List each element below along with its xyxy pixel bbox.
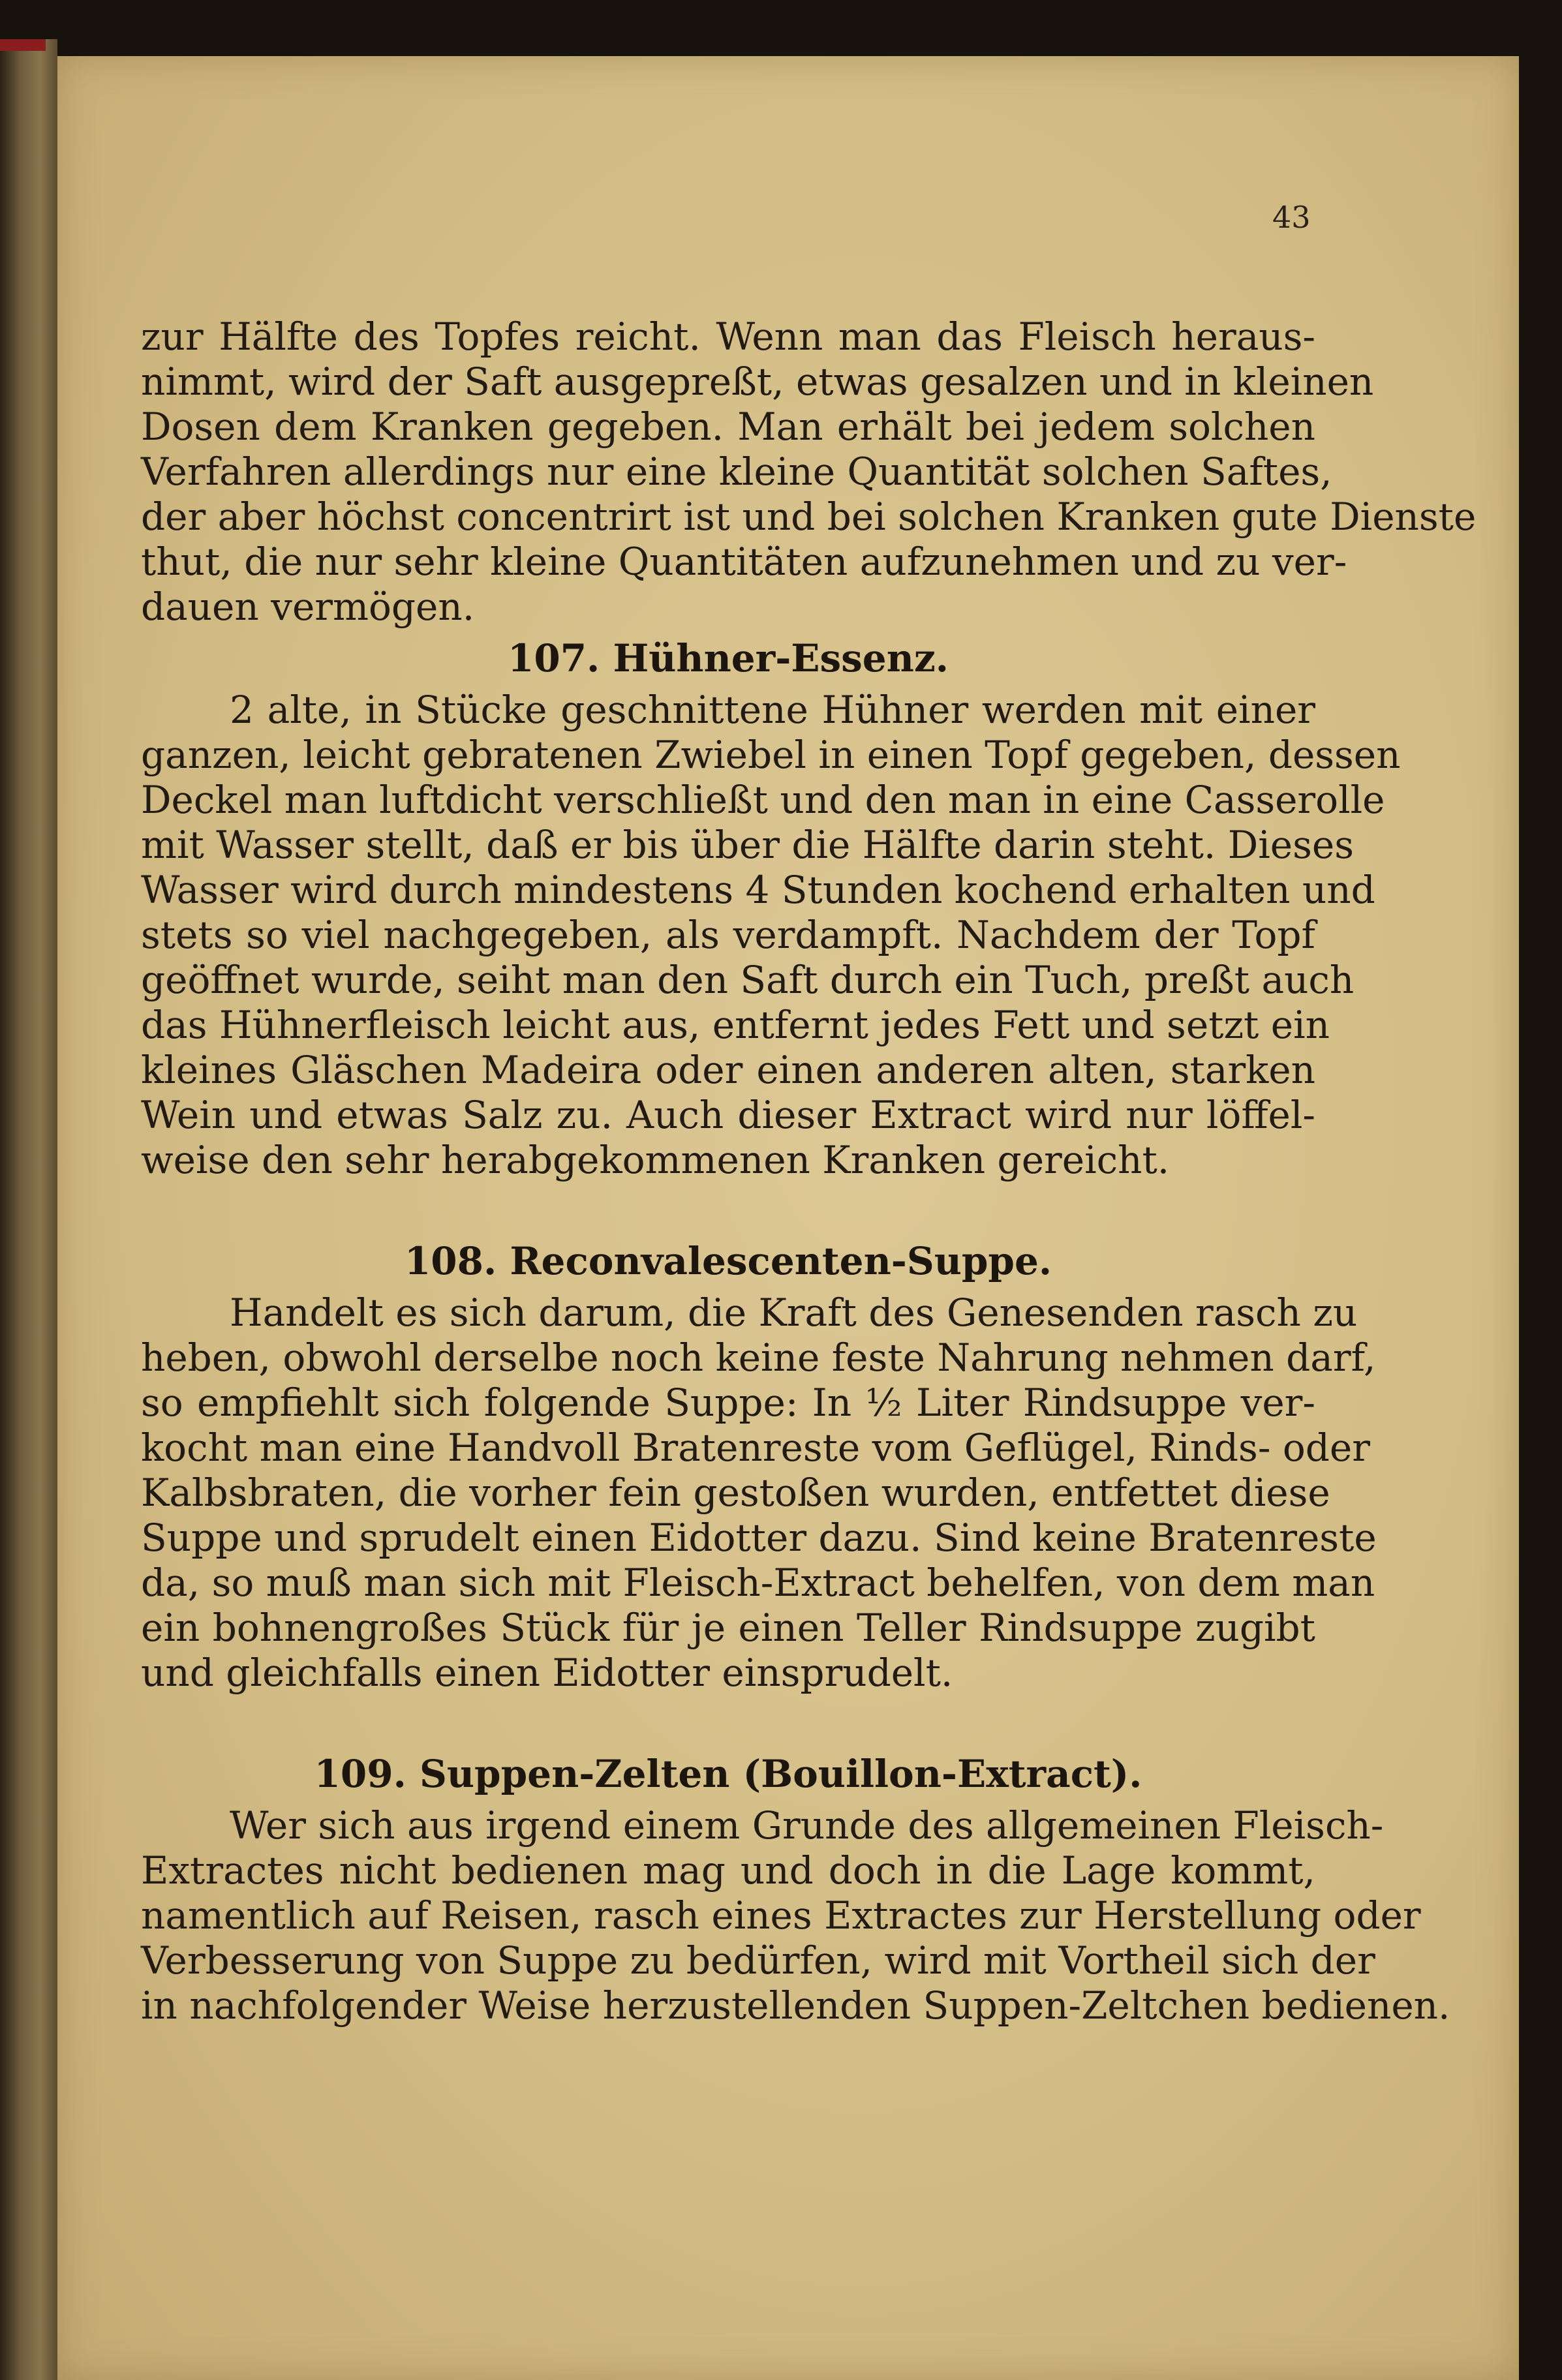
text-line: kocht man eine Handvoll Bratenreste vom Geflügel, Rinds- oder — [141, 1426, 1370, 1470]
text-line: heben, obwohl derselbe noch keine feste Nahrung nehmen darf, — [141, 1335, 1376, 1380]
text-line: da, so muß man sich mit Fleisch-Extract behelfen, von dem man — [141, 1561, 1375, 1605]
text-line: zur Hälfte des Topfes reicht. Wenn man das Fleisch heraus- — [141, 314, 1315, 359]
text-line: stets so viel nachgegeben, als verdampft. Nachdem der Topf — [141, 913, 1315, 957]
recipe-heading-109: 109. Suppen-Zelten (Bouillon-Extract). — [314, 1752, 1142, 1796]
page-number: 43 — [1272, 200, 1311, 235]
book-spine — [0, 39, 57, 2380]
text-line: Suppe und sprudelt einen Eidotter dazu. Sind keine Bratenreste — [141, 1516, 1377, 1560]
intro-paragraph — [141, 314, 1477, 630]
text-line: ein bohnengroßes Stück für je einen Teller Rindsuppe zugibt — [141, 1606, 1315, 1650]
recipe-109-paragraph — [141, 1803, 1450, 2028]
page-sheet — [57, 56, 1519, 2380]
text-line: mit Wasser stellt, daß er bis über die Hälfte darin steht. Dieses — [141, 823, 1354, 867]
text-line: Extractes nicht bedienen mag und doch in die Lage kommt, — [141, 1848, 1315, 1893]
text-line: Wein und etwas Salz zu. Auch dieser Extract wird nur löffel- — [141, 1093, 1315, 1137]
text-line: nimmt, wird der Saft ausgepreßt, etwas gesalzen und in kleinen — [141, 359, 1374, 404]
text-line: Verbesserung von Suppe zu bedürfen, wird mit Vortheil sich der — [141, 1938, 1375, 1983]
text-line: Handelt es sich darum, die Kraft des Genesenden rasch zu — [230, 1290, 1358, 1335]
text-line: Deckel man luftdicht verschließt und den man in eine Casserolle — [141, 778, 1385, 822]
recipe-heading-108: 108. Reconvalescenten-Suppe. — [404, 1239, 1052, 1283]
text-line: der aber höchst concentrirt ist und bei solchen Kranken gute Dienste — [141, 495, 1477, 539]
text-line: namentlich auf Reisen, rasch eines Extractes zur Herstellung oder — [141, 1893, 1421, 1938]
recipe-107-paragraph — [141, 688, 1401, 1183]
text-line: das Hühnerfleisch leicht aus, entfernt jedes Fett und setzt ein — [141, 1003, 1330, 1047]
text-line: Kalbsbraten, die vorher fein gestoßen wurden, entfettet diese — [141, 1471, 1330, 1515]
text-line: 2 alte, in Stücke geschnittene Hühner werden mit einer — [230, 688, 1315, 732]
text-line: in nachfolgender Weise herzustellenden Suppen-Zeltchen bedienen. — [141, 1983, 1450, 2028]
recipe-108-paragraph — [141, 1290, 1377, 1696]
text-line: dauen vermögen. — [141, 585, 475, 629]
text-line: Wer sich aus irgend einem Grunde des allgemeinen Fleisch- — [230, 1803, 1384, 1848]
text-line: Dosen dem Kranken gegeben. Man erhält bei jedem solchen — [141, 404, 1315, 449]
text-line: weise den sehr herabgekommenen Kranken gereicht. — [141, 1138, 1170, 1182]
bookmark-ribbon — [0, 39, 46, 51]
text-line: geöffnet wurde, seiht man den Saft durch ein Tuch, preßt auch — [141, 958, 1355, 1002]
text-line: thut, die nur sehr kleine Quantitäten aufzunehmen und zu ver- — [141, 540, 1347, 584]
text-line: so empfiehlt sich folgende Suppe: In ½ Liter Rindsuppe ver- — [141, 1381, 1315, 1425]
text-column — [141, 314, 1477, 2028]
text-line: Verfahren allerdings nur eine kleine Quantität solchen Saftes, — [141, 450, 1332, 494]
text-line: ganzen, leicht gebratenen Zwiebel in einen Topf gegeben, dessen — [141, 733, 1401, 777]
recipe-heading-107: 107. Hühner-Essenz. — [507, 636, 949, 680]
text-line: und gleichfalls einen Eidotter einsprudelt. — [141, 1651, 953, 1695]
text-line: Wasser wird durch mindestens 4 Stunden kochend erhalten und — [141, 868, 1375, 912]
text-line: kleines Gläschen Madeira oder einen anderen alten, starken — [141, 1048, 1315, 1092]
